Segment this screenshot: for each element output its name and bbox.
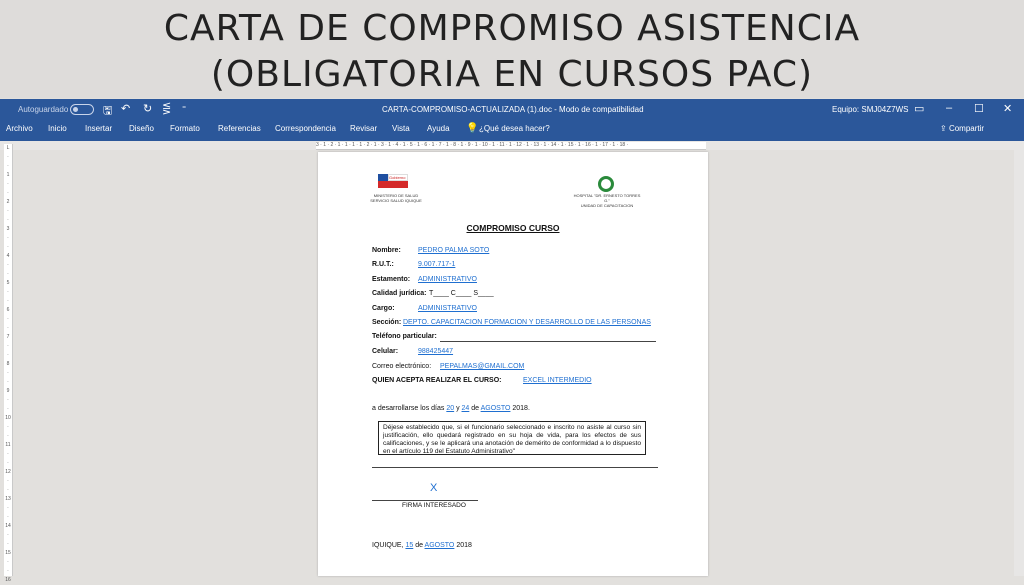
correo-label: Correo electrónico: (372, 363, 432, 370)
document-page[interactable] (318, 152, 708, 576)
tab-diseno[interactable]: Diseño (129, 124, 154, 133)
tab-revisar[interactable]: Revisar (350, 124, 378, 133)
save-icon[interactable]: 🖫 (103, 105, 113, 117)
autosave-label: Autoguardado (18, 105, 69, 114)
vertical-scrollbar[interactable] (1014, 150, 1024, 576)
calidad-label: Calidad jurídica: (372, 290, 427, 297)
document-heading: COMPROMISO CURSO (466, 223, 560, 233)
signature-label: FIRMA INTERESADO (402, 502, 466, 509)
cargo-value: ADMINISTRATIVO (418, 305, 477, 312)
curso-value: EXCEL INTERMEDIO (523, 377, 592, 384)
correo-value: PEPALMAS@GMAIL.COM (440, 363, 525, 370)
tab-correspondencia[interactable]: Correspondencia (275, 124, 336, 133)
ribbon-display-options-icon[interactable]: ▭ (914, 103, 925, 115)
share-icon: ⇪ (940, 124, 949, 133)
document-footer-date: IQUIQUE, 15 de AGOSTO 2018 (372, 542, 472, 549)
chile-government-logo: Gobierno (378, 174, 408, 188)
slide-title-line1: CARTA DE COMPROMISO ASISTENCIA (163, 8, 861, 49)
vertical-ruler[interactable]: L · · 1 · · 2 · · 3 · · 4 · · 5 · · 6 · · 7 · · 8 · · 9 · · 10 · · 11 · · 12 · · 13 · · 14 · · 15 · · 16 (4, 144, 13, 576)
tab-referencias[interactable]: Referencias (218, 124, 261, 133)
customize-toolbar-icon[interactable]: ⁼ (182, 104, 187, 113)
attendance-notice: Déjese establecido que, si el funcionario seleccionado e inscrito no asiste al curso sin justificación, ello quedará registrado en su hoja de vida, para los efectos de sus calificaciones, y se le aplicará una anotación de demérito de conformidad a lo dispuesto en el artículo 119 del Estatuto Administrativo" (378, 421, 646, 455)
separator-line (372, 467, 658, 468)
estamento-label: Estamento: (372, 276, 411, 283)
celular-value: 988425447 (418, 348, 454, 355)
redo-icon[interactable]: ↻ (143, 103, 153, 115)
hospital-text: HOSPITAL "DR. ERNESTO TORRES G." UNIDAD DE CAPACITACION (573, 193, 641, 208)
autosave-toggle[interactable] (70, 104, 94, 115)
close-icon[interactable]: ✕ (1003, 103, 1013, 115)
slide-title-line2: (OBLIGATORIA EN CURSOS PAC) (210, 54, 814, 95)
ribbon-tabs (0, 119, 1024, 141)
cargo-label: Cargo: (372, 305, 395, 312)
course-dates: a desarrollarse los días 20 y 24 de AGOSTO 2018. (372, 405, 530, 412)
lightbulb-icon: 💡 (466, 123, 479, 134)
signature-mark: X (430, 482, 438, 494)
hospital-logo (598, 176, 614, 192)
celular-label: Celular: (372, 348, 399, 355)
word-title-bar (0, 99, 1024, 119)
estamento-value: ADMINISTRATIVO (418, 276, 477, 283)
telefono-blank-line (440, 341, 656, 342)
tab-vista[interactable]: Vista (392, 124, 410, 133)
calidad-value: T____ C____ S____ (429, 290, 494, 297)
tab-archivo[interactable]: Archivo (6, 124, 33, 133)
touch-mode-icon[interactable]: ⋚ (162, 103, 172, 115)
rut-label: R.U.T.: (372, 261, 394, 268)
share-button[interactable] (940, 124, 984, 133)
tab-inicio[interactable]: Inicio (48, 124, 67, 133)
tell-me-search[interactable]: ¿Qué desea hacer? (479, 124, 550, 133)
tab-formato[interactable]: Formato (170, 124, 200, 133)
curso-label: QUIEN ACEPTA REALIZAR EL CURSO: (372, 377, 502, 384)
nombre-label: Nombre: (372, 247, 401, 254)
share-label: Compartir (948, 124, 985, 133)
document-title: CARTA-COMPROMISO-ACTUALIZADA (1).doc - Modo de compatibilidad (382, 105, 644, 114)
slide-title (0, 0, 1024, 98)
minimize-icon[interactable]: – (946, 102, 953, 114)
horizontal-ruler[interactable]: 3 · 1 · 2 · 1 · 1 · 1 · 1 · 2 · 1 · 3 · 1 · 4 · 1 · 5 · 1 · 6 · 1 · 7 · 1 · 8 · 1 · 9 · 1 · 10 · 1 · 11 · 1 · 12 · 1 · 13 · 1 · 14 · 1 · 15 · 1 · 16 · 1 · 17 · 1 · 18 · (316, 142, 706, 150)
signature-line (372, 500, 478, 501)
account-name[interactable]: Equipo: SMJ04Z7WS (832, 105, 909, 114)
tab-ayuda[interactable]: Ayuda (427, 124, 450, 133)
nombre-value: PEDRO PALMA SOTO (418, 247, 490, 254)
rut-value: 9.007.717-1 (418, 261, 456, 268)
tab-insertar[interactable]: Insertar (85, 124, 113, 133)
maximize-icon[interactable]: ☐ (974, 103, 984, 115)
ministry-text: MINISTERIO DE SALUD SERVICIO SALUD IQUIQUE (370, 193, 422, 203)
telefono-label: Teléfono particular: (372, 333, 437, 340)
undo-icon[interactable]: ↶ (121, 103, 131, 115)
seccion-value: DEPTO. CAPACITACION FORMACION Y DESARROLLO DE LAS PERSONAS (403, 319, 651, 326)
seccion-label: Sección: (372, 319, 402, 326)
